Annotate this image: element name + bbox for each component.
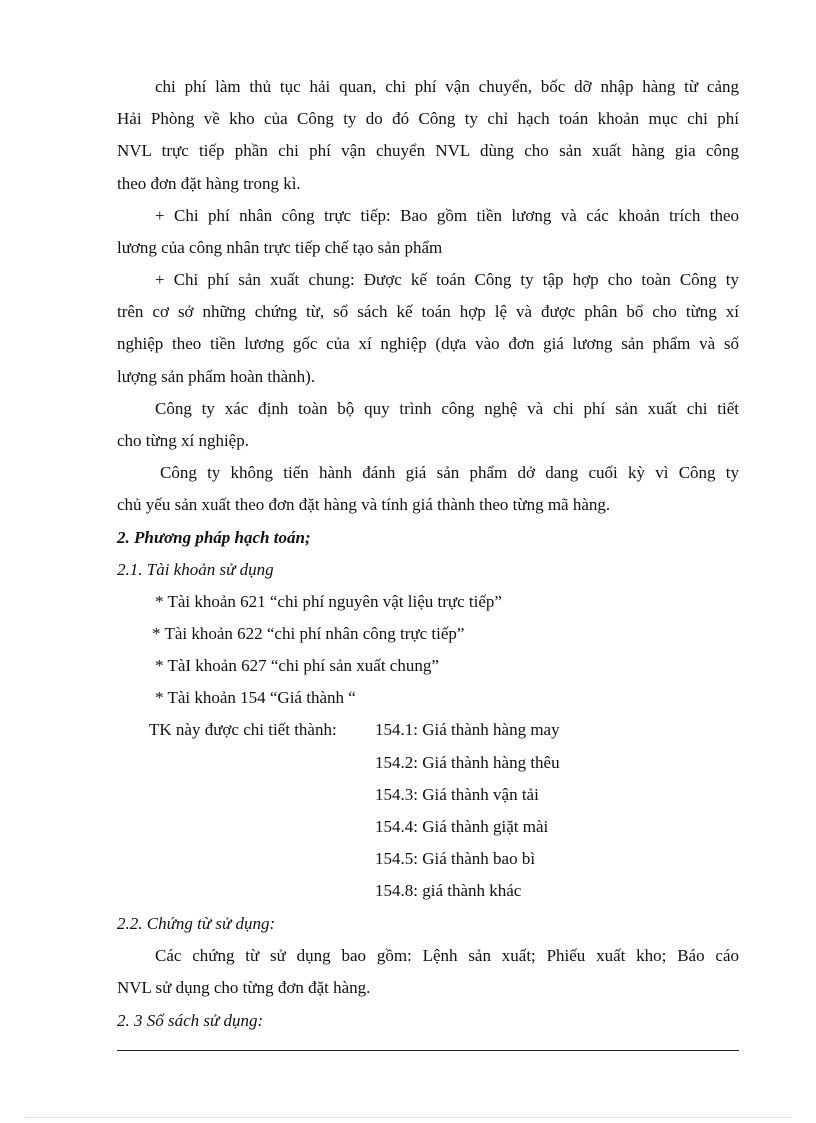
p3-line-2: trên cơ sở những chứng từ, sổ sách kế toán hợp lệ và được phân bổ cho từng xí bbox=[117, 302, 739, 321]
p1-line-1: chi phí làm thủ tục hải quan, chi phí vận chuyển, bốc dỡ nhập hàng từ cảng bbox=[155, 77, 739, 96]
page-bottom-border bbox=[24, 1117, 792, 1118]
detail-154-5: 154.5: Giá thành bao bì bbox=[375, 849, 536, 868]
account-621: * Tài khoản 621 “chi phí nguyên vật liệu trực tiếp” bbox=[155, 592, 502, 611]
account-154: * Tài khoản 154 “Giá thành “ bbox=[155, 688, 356, 707]
account-627: * TàI khoản 627 “chi phí sản xuất chung” bbox=[155, 656, 439, 675]
detail-154-8: 154.8: giá thành khác bbox=[375, 881, 522, 900]
detail-label: TK này được chi tiết thành: bbox=[149, 720, 337, 739]
detail-154-4: 154.4: Giá thành giặt mài bbox=[375, 817, 549, 836]
p1-line-4: theo đơn đặt hàng trong kì. bbox=[117, 174, 301, 193]
section-2-2-line-1: Các chứng từ sử dụng bao gồm: Lệnh sản xuất; Phiếu xuất kho; Báo cáo bbox=[155, 946, 739, 965]
detail-154-1: 154.1: Giá thành hàng may bbox=[375, 720, 560, 739]
p4-line-1: Công ty xác định toàn bộ quy trình công nghệ và chi phí sản xuất chi tiết bbox=[155, 399, 739, 418]
detail-154-3: 154.3: Giá thành vận tải bbox=[375, 785, 539, 804]
footer-rule bbox=[117, 1050, 739, 1051]
account-622: * Tài khoản 622 “chi phí nhân công trực tiếp” bbox=[152, 624, 465, 643]
p3-line-1: + Chi phí sản xuất chung: Được kế toán Công ty tập hợp cho toàn Công ty bbox=[155, 270, 739, 289]
section-2-2-line-2: NVL sử dụng cho từng đơn đặt hàng. bbox=[117, 978, 371, 997]
p3-line-4: lượng sản phẩm hoàn thành). bbox=[117, 367, 316, 386]
p3-line-3: nghiệp theo tiền lương gốc của xí nghiệp (dựa vào đơn giá lương sản phẩm và số bbox=[117, 334, 739, 353]
p5-line-1: Công ty không tiến hành đánh giá sản phẩm dở dang cuối kỳ vì Công ty bbox=[160, 463, 739, 482]
p1-line-3: NVL trực tiếp phần chi phí vận chuyển NVL dùng cho sản xuất hàng gia công bbox=[117, 141, 739, 160]
p5-line-2: chủ yếu sản xuất theo đơn đặt hàng và tính giá thành theo từng mã hàng. bbox=[117, 495, 611, 514]
p2-line-2: lương của công nhân trực tiếp chế tạo sản phẩm bbox=[117, 238, 443, 257]
p2-line-1: + Chi phí nhân công trực tiếp: Bao gồm tiền lương và các khoản trích theo bbox=[155, 206, 739, 225]
p4-line-2: cho từng xí nghiệp. bbox=[117, 431, 249, 450]
p1-line-2: Hải Phòng về kho của Công ty do đó Công ty chỉ hạch toán khoản mục chi phí bbox=[117, 109, 739, 128]
section-2-2-heading: 2.2. Chứng từ sử dụng: bbox=[117, 914, 276, 933]
detail-154-2: 154.2: Giá thành hàng thêu bbox=[375, 753, 560, 772]
section-2-3-heading: 2. 3 Sổ sách sử dụng: bbox=[117, 1011, 264, 1030]
section-2-heading: 2. Phương pháp hạch toán; bbox=[117, 528, 311, 547]
section-2-1-heading: 2.1. Tài khoản sử dụng bbox=[117, 560, 274, 579]
